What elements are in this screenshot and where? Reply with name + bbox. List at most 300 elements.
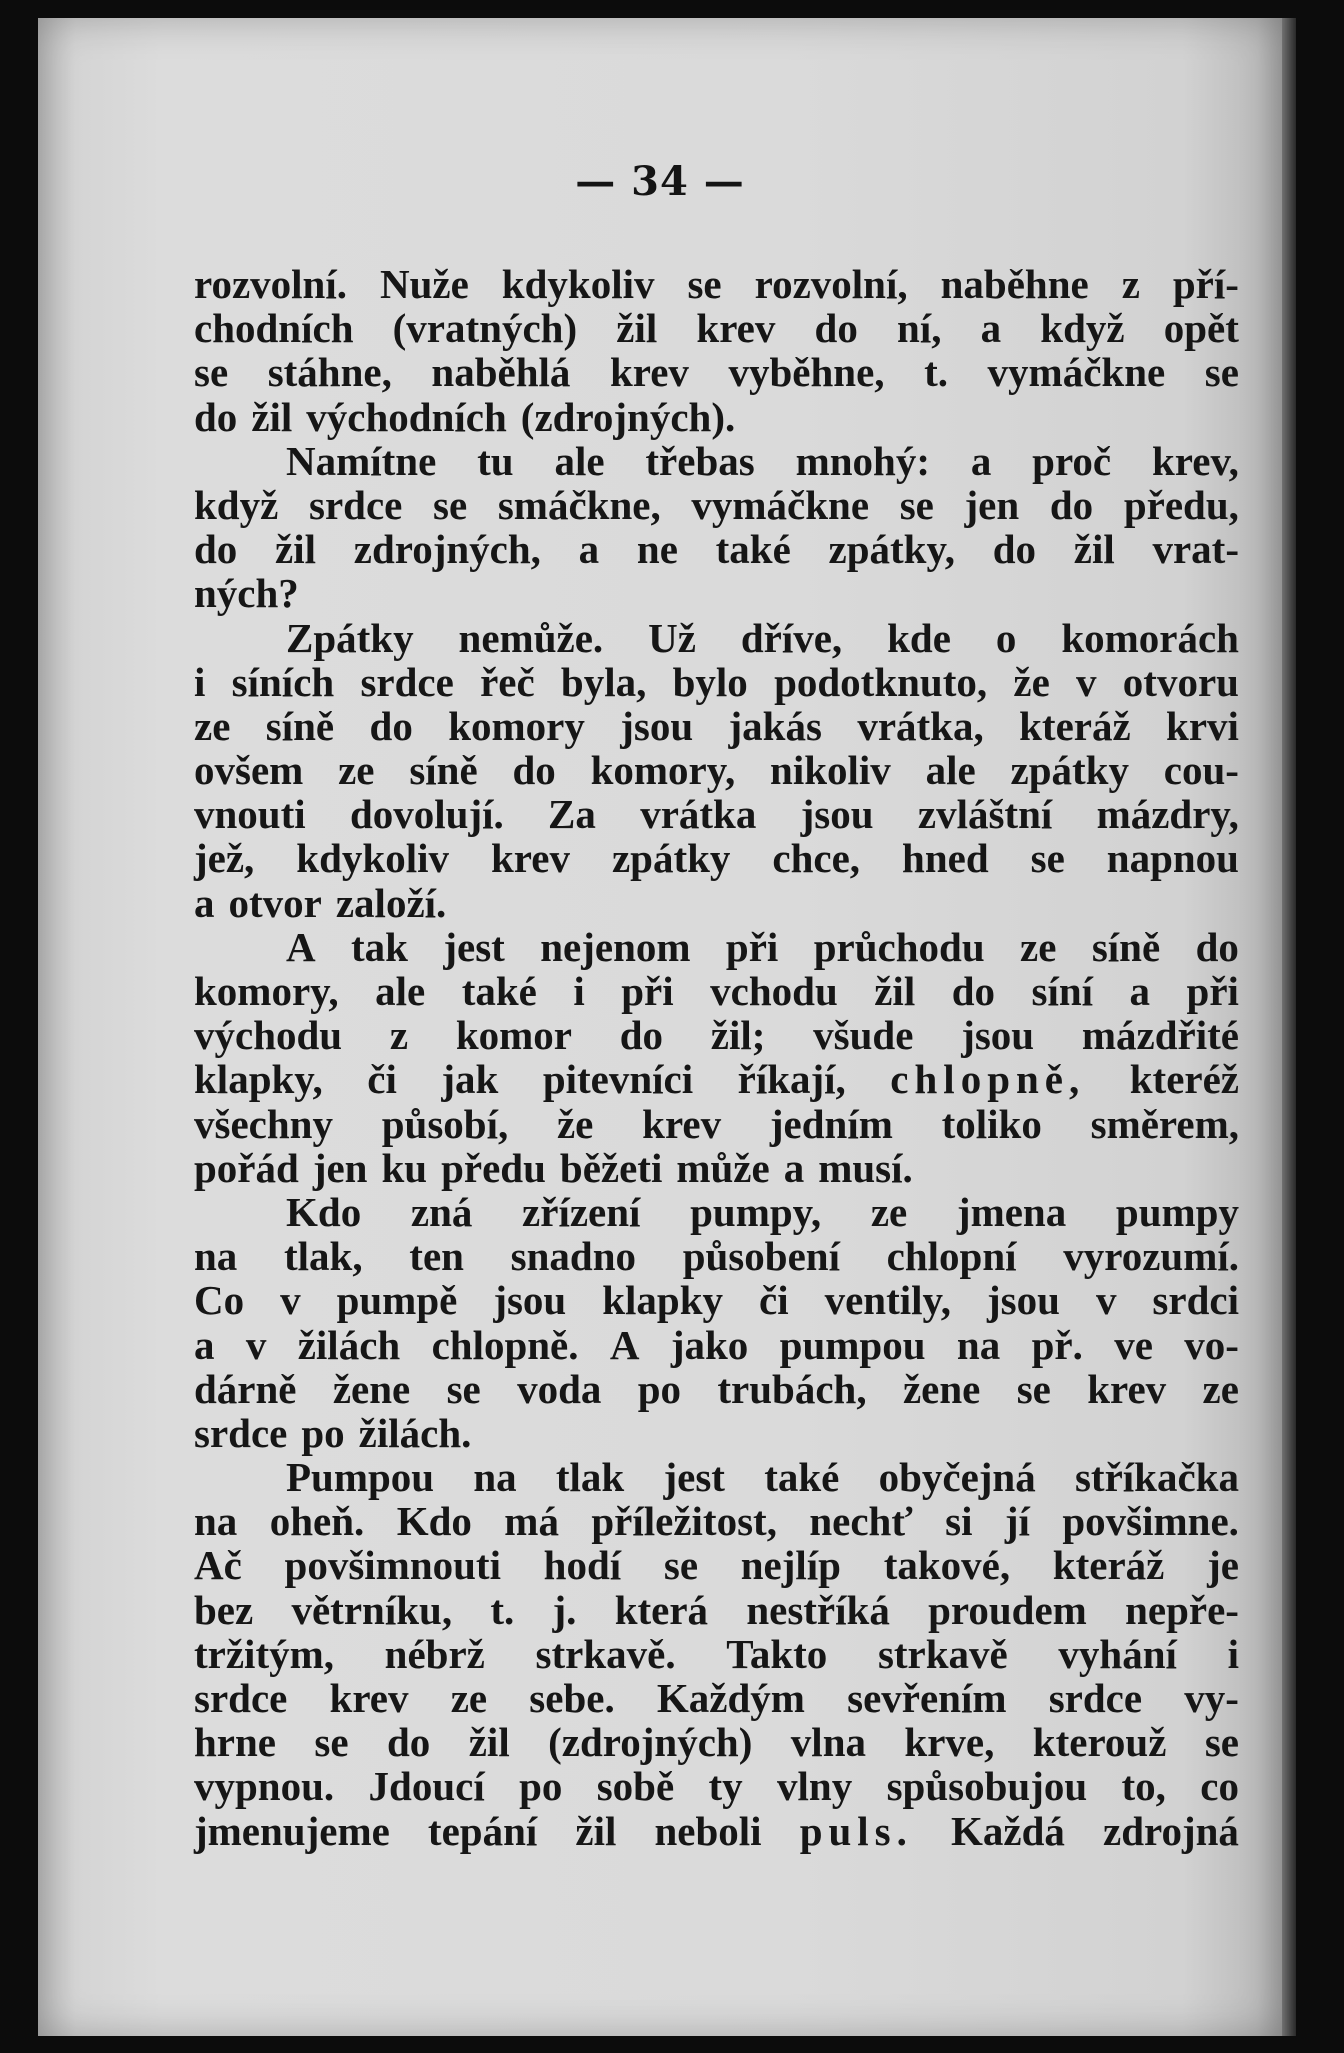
word: při <box>1186 968 1239 1014</box>
word: vrátka, <box>857 702 984 749</box>
word: toliko <box>941 1100 1042 1147</box>
word: se <box>194 349 229 396</box>
word: do <box>387 1719 431 1766</box>
word: žilách <box>297 1321 401 1368</box>
word: působení <box>682 1233 840 1280</box>
word: chodních <box>194 305 354 352</box>
word: dárně <box>194 1365 297 1412</box>
word: v <box>1095 1277 1117 1324</box>
text-line <box>194 1411 1239 1455</box>
text-line <box>194 1102 1239 1146</box>
word: pumpou <box>779 1321 926 1368</box>
word: o <box>995 614 1017 661</box>
word: krvi <box>1166 702 1239 749</box>
word: povšimne. <box>1062 1498 1239 1545</box>
word: mnohý: <box>795 437 930 484</box>
word: srdce <box>308 481 403 528</box>
word: Namítne <box>286 437 437 484</box>
word: působí, <box>381 1100 509 1147</box>
word: sebe. <box>529 1675 615 1721</box>
word: po <box>301 1409 345 1456</box>
word: žilách. <box>358 1409 472 1456</box>
word: jen <box>964 481 1020 528</box>
word: je <box>1207 1542 1239 1589</box>
text-line <box>194 1013 1239 1057</box>
word: krev <box>1087 1365 1167 1412</box>
word: (zdrojných) <box>548 1719 753 1766</box>
word: a <box>980 305 1002 352</box>
word: jsou <box>620 702 694 749</box>
word: vymáčkne <box>691 481 870 528</box>
word: se <box>1030 835 1065 882</box>
word: na <box>194 1498 238 1545</box>
word: východních <box>306 393 507 440</box>
word: a <box>194 1321 215 1368</box>
book-page <box>38 18 1282 2036</box>
word: komorách <box>1061 614 1239 661</box>
word: ze <box>1202 1365 1239 1412</box>
word: naběhne <box>940 261 1089 307</box>
word: zná <box>410 1188 473 1235</box>
word: všude <box>813 1012 914 1059</box>
text-line <box>194 881 1239 925</box>
word: když <box>194 481 279 528</box>
text-line <box>194 262 1239 306</box>
text-line <box>194 1367 1239 1411</box>
word: stříkačka <box>1074 1454 1239 1501</box>
word: ten <box>409 1233 464 1280</box>
word: sobě <box>596 1763 675 1810</box>
text-line <box>194 1588 1239 1632</box>
word: i <box>573 968 585 1014</box>
word: strkavě. <box>535 1630 676 1677</box>
word: hrne <box>194 1719 276 1766</box>
word: směrem, <box>1090 1100 1239 1147</box>
word: se <box>663 1542 699 1589</box>
text-line <box>194 395 1239 439</box>
word: také <box>764 1454 840 1501</box>
page-edge-shadow <box>1282 18 1296 2036</box>
word: ale <box>554 437 605 484</box>
word: do <box>951 968 996 1014</box>
word: žil <box>1073 526 1115 573</box>
word: síně <box>409 747 478 794</box>
word: komory <box>448 702 585 749</box>
text-line <box>194 969 1239 1013</box>
word: jí <box>1004 1498 1030 1545</box>
word: při <box>725 923 779 970</box>
word: ze <box>1020 923 1057 970</box>
word: hodí <box>543 1542 622 1589</box>
word: se <box>1016 1365 1051 1412</box>
word: Nuže <box>379 261 469 307</box>
word: žene <box>332 1365 411 1412</box>
word: ale <box>925 747 976 794</box>
word: A <box>286 923 316 970</box>
word: stáhne, <box>267 349 392 396</box>
word: Za <box>548 791 596 838</box>
word: i <box>194 658 206 705</box>
word: mázdry, <box>1096 791 1239 838</box>
word: či <box>759 1277 789 1324</box>
word: vo- <box>1184 1321 1239 1368</box>
word: proč <box>1032 437 1112 484</box>
word: se <box>899 481 934 528</box>
word: vchodu <box>710 968 838 1014</box>
word: Každá <box>951 1807 1065 1854</box>
word: tlak, <box>284 1233 363 1280</box>
word: v <box>1076 658 1097 705</box>
word: jsou <box>493 1277 567 1324</box>
word: jmenujeme <box>194 1807 390 1854</box>
word: Kdo <box>396 1498 472 1545</box>
word: pitevníci <box>542 1056 694 1103</box>
word: t. <box>490 1586 515 1633</box>
word: otvor <box>228 879 322 926</box>
word: kteráž <box>1019 702 1131 749</box>
word: kdykoliv <box>501 261 655 307</box>
word: (zdrojných). <box>520 393 736 440</box>
word: smáčkne, <box>497 481 661 528</box>
word: strkavě <box>877 1630 1008 1677</box>
word: klapky <box>602 1277 724 1324</box>
text-line <box>194 704 1239 748</box>
text-line <box>194 1234 1239 1278</box>
word: nikoliv <box>770 747 891 794</box>
word: Pumpou <box>286 1454 435 1501</box>
word: musí. <box>818 1144 913 1191</box>
text-line <box>194 1455 1239 1499</box>
text-line <box>194 1764 1239 1808</box>
text-line <box>194 836 1239 880</box>
word: v <box>280 1277 301 1324</box>
word: jen <box>312 1144 368 1191</box>
word: síní <box>1031 968 1094 1014</box>
word: vypnou. <box>194 1763 335 1810</box>
word: Takto <box>726 1630 828 1677</box>
word: podotknuto, <box>774 658 988 705</box>
word: jsou <box>961 1012 1035 1059</box>
word: srdce <box>1048 1675 1143 1721</box>
word: příležitost, <box>591 1498 777 1545</box>
word: ze <box>450 1675 488 1721</box>
word: běžeti <box>559 1144 663 1191</box>
word: spůsobujou <box>886 1763 1088 1810</box>
word: zdrojných, <box>353 526 541 573</box>
word: kterouž <box>1032 1719 1167 1766</box>
text-line <box>194 1190 1239 1234</box>
word: jedním <box>769 1100 893 1147</box>
word: chce, <box>772 835 861 882</box>
word: ty <box>708 1763 743 1810</box>
word: třebas <box>645 437 755 484</box>
word: ní, <box>897 305 942 352</box>
word: nemůže. <box>458 614 604 661</box>
word: vyhání <box>1058 1630 1177 1677</box>
word: ovšem <box>194 747 304 794</box>
word: pří- <box>1172 261 1239 307</box>
word: ale <box>375 968 426 1014</box>
word: vyběhne, <box>728 349 885 396</box>
word: tu <box>477 437 514 484</box>
word: či <box>367 1056 397 1103</box>
body-text <box>194 262 1239 1853</box>
word: krev, <box>1151 437 1239 484</box>
word: bylo <box>672 658 748 705</box>
word: nepře- <box>1125 1586 1239 1633</box>
text-line <box>194 1676 1239 1720</box>
word: do <box>619 1012 664 1059</box>
word: kteráž <box>1052 1542 1165 1589</box>
text-line <box>194 1323 1239 1367</box>
word: do <box>1195 923 1239 970</box>
word: neboli <box>654 1807 762 1854</box>
text-line <box>194 571 1239 615</box>
word: vy- <box>1184 1675 1239 1721</box>
word: pořád <box>194 1144 299 1191</box>
word: říkají, <box>737 1056 846 1103</box>
word: si <box>945 1498 973 1545</box>
word: napnou <box>1106 835 1239 882</box>
text-line <box>194 616 1239 660</box>
word: na <box>194 1233 238 1280</box>
word: vlny <box>777 1763 853 1810</box>
word: ze <box>338 747 375 794</box>
word: opět <box>1163 305 1239 352</box>
word: žil <box>616 305 658 352</box>
word: jak <box>441 1056 499 1103</box>
word: po <box>637 1365 682 1412</box>
word: vrátka <box>640 791 757 838</box>
word: žil <box>575 1807 617 1854</box>
word: puls. <box>799 1807 913 1854</box>
word: se <box>1204 349 1239 396</box>
text-line <box>194 1278 1239 1322</box>
text-line <box>194 483 1239 527</box>
word: (vratných) <box>392 305 578 352</box>
word: ventily, <box>824 1277 952 1324</box>
text-line <box>194 527 1239 571</box>
text-line <box>194 350 1239 394</box>
word: krev <box>490 835 570 882</box>
word: že <box>1013 658 1050 705</box>
word: pumpy <box>1115 1188 1239 1235</box>
word: žene <box>902 1365 981 1412</box>
word: zpátky, <box>828 526 955 573</box>
text-line <box>194 925 1239 969</box>
word: síních <box>231 658 335 705</box>
word: cou- <box>1163 747 1239 794</box>
word: žil; <box>710 1012 766 1059</box>
word: chlopně, <box>890 1056 1086 1103</box>
word: Už <box>648 614 696 661</box>
word: obyčejná <box>878 1454 1036 1501</box>
word: chlopně. <box>431 1321 579 1368</box>
word: předu <box>441 1144 546 1191</box>
word: řeč <box>480 658 535 705</box>
word: bez <box>194 1586 254 1633</box>
word: do <box>814 305 858 352</box>
word: vlna <box>790 1719 866 1766</box>
word: zdrojná <box>1103 1807 1239 1854</box>
word: průchodu <box>813 923 985 970</box>
word: ne <box>636 526 678 573</box>
word: vymáčkne <box>987 349 1166 396</box>
word: předu, <box>1123 481 1239 528</box>
word: nejenom <box>540 923 691 970</box>
word: trubách, <box>717 1365 867 1412</box>
word: kde <box>887 614 951 661</box>
word: jako <box>670 1321 749 1368</box>
word: srdce <box>194 1675 288 1721</box>
word: na <box>956 1321 1001 1368</box>
word: vyrozumí. <box>1063 1233 1239 1280</box>
word: jest <box>443 923 505 970</box>
word: ve <box>1114 1321 1153 1368</box>
word: klapky, <box>194 1056 323 1103</box>
word: také <box>461 968 537 1014</box>
word: komory, <box>590 747 736 794</box>
text-line <box>194 1057 1239 1101</box>
word: se <box>687 261 722 307</box>
word: vnouti <box>194 791 306 838</box>
word: srdce <box>194 1409 288 1456</box>
word: krve, <box>904 1719 995 1766</box>
word: nejlíp <box>740 1542 841 1589</box>
word: že <box>556 1100 594 1147</box>
word: větrníku, <box>291 1586 453 1633</box>
word: chlopní <box>886 1233 1017 1280</box>
word: srdce <box>360 658 454 705</box>
word: Kdo <box>286 1188 362 1235</box>
word: takové, <box>883 1542 1011 1589</box>
word: kdykoliv <box>296 835 449 882</box>
text-line <box>194 792 1239 836</box>
word: kteréž <box>1129 1056 1239 1103</box>
word: př. <box>1031 1321 1083 1368</box>
word: povšimnouti <box>284 1542 501 1589</box>
word: jsou <box>987 1277 1060 1324</box>
word: co <box>1200 1763 1239 1810</box>
word: a <box>970 437 992 484</box>
text-line <box>194 1720 1239 1764</box>
word: se <box>1204 1719 1239 1766</box>
word: Každým <box>656 1675 805 1721</box>
word: do <box>194 526 238 573</box>
word: komory, <box>194 968 339 1014</box>
word: tepání <box>427 1807 538 1854</box>
word: naběhlá <box>431 349 571 396</box>
word: Zpátky <box>286 614 414 661</box>
word: ku <box>381 1144 428 1191</box>
word: v <box>245 1321 267 1368</box>
word: žil <box>874 968 916 1014</box>
word: zpátky <box>611 835 731 882</box>
word: východu <box>194 1012 343 1059</box>
word: žil <box>468 1719 510 1766</box>
word: krev <box>642 1100 722 1147</box>
word: také <box>715 526 791 573</box>
word: po <box>519 1763 563 1810</box>
word: když <box>1040 305 1125 352</box>
text-line <box>194 1146 1239 1190</box>
word: Ač <box>194 1542 242 1589</box>
text-line <box>194 1499 1239 1543</box>
text-line <box>194 660 1239 704</box>
text-line <box>194 1543 1239 1587</box>
word: se <box>314 1719 349 1766</box>
word: a <box>578 526 600 573</box>
word: do <box>512 747 556 794</box>
word: sevřením <box>847 1675 1007 1721</box>
word: zpátky <box>1010 747 1129 794</box>
word: krev <box>329 1675 409 1721</box>
word: zřízení <box>522 1188 641 1235</box>
word: se <box>446 1365 481 1412</box>
word: nébrž <box>384 1630 485 1677</box>
word: má <box>504 1498 559 1545</box>
word: jakás <box>728 702 822 749</box>
word: a <box>194 879 215 926</box>
word: nestříká <box>746 1586 890 1633</box>
word: do <box>369 702 413 749</box>
word: oheň. <box>269 1498 365 1545</box>
word: všechny <box>194 1100 333 1147</box>
text-line <box>194 439 1239 483</box>
word: z <box>1121 261 1140 307</box>
word: byla, <box>560 658 647 705</box>
word: jsou <box>800 791 874 838</box>
word: dovolují. <box>349 791 504 838</box>
word: srdci <box>1152 1277 1239 1324</box>
word: žil <box>275 526 317 573</box>
word: voda <box>517 1365 602 1412</box>
word: síně <box>265 702 335 749</box>
word: do <box>194 393 238 440</box>
text-line <box>194 748 1239 792</box>
word: vrat- <box>1152 526 1239 573</box>
word: a <box>783 1144 805 1191</box>
word: do <box>1049 481 1094 528</box>
word: pumpě <box>336 1277 458 1324</box>
word: se <box>433 481 468 528</box>
word: j. <box>552 1586 577 1633</box>
word: která <box>614 1586 709 1633</box>
word: hned <box>902 835 989 882</box>
word: komor <box>455 1012 572 1059</box>
word: proudem <box>928 1586 1087 1633</box>
text-line <box>194 1809 1239 1853</box>
word: pumpy, <box>690 1188 822 1235</box>
word: i <box>1227 1630 1239 1677</box>
word: jmena <box>956 1188 1067 1235</box>
word: může <box>676 1144 770 1191</box>
word: ze <box>870 1188 908 1235</box>
word: do <box>992 526 1037 573</box>
word: t. <box>924 349 948 396</box>
word: ných? <box>194 570 299 617</box>
word: rozvolní. <box>194 261 347 307</box>
word: z <box>389 1012 409 1059</box>
word: na <box>473 1454 517 1501</box>
word: založí. <box>335 879 447 926</box>
page-number: — 34 — <box>575 158 745 205</box>
word: krev <box>609 349 689 396</box>
word: žil <box>251 393 293 440</box>
text-line <box>194 306 1239 350</box>
word: nechť <box>809 1498 913 1545</box>
word: Jdoucí <box>368 1763 485 1810</box>
